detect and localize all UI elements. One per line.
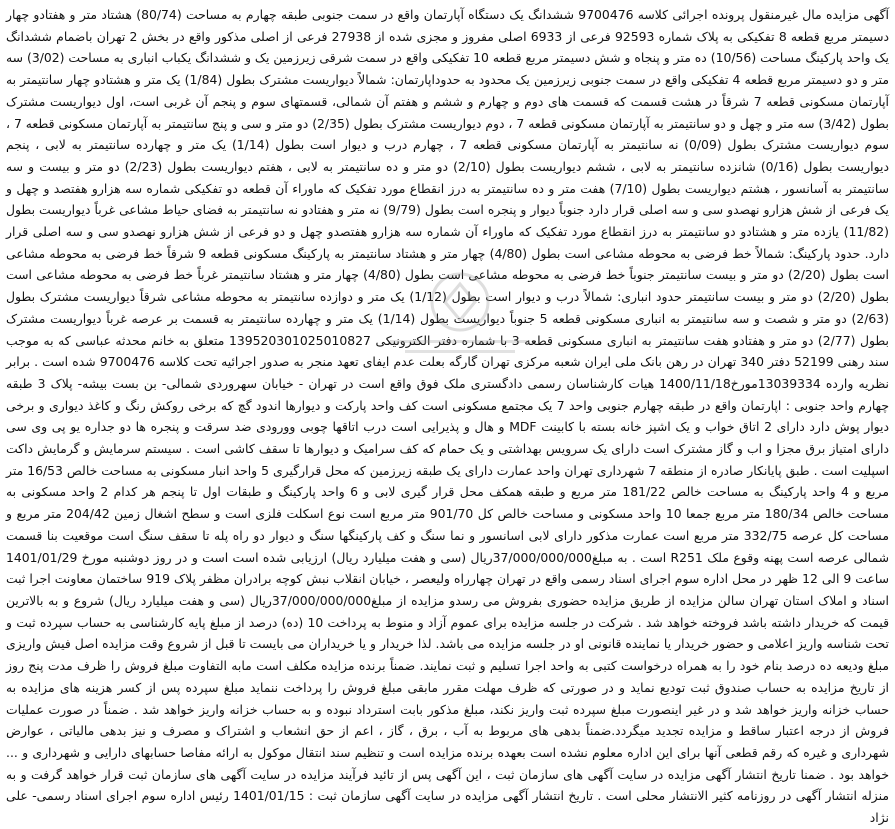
auction-notice-body: آگهی مزایده مال غیرمنقول پرونده اجرائی کلاسه 9700476 ششدانگ یک دستگاه آپارتمان واقع در سمت جنوبی طبقه چهارم به مساحت (80/74) هشتاد متر و هفتادو چهار دسیمتر مربع قطعه 8 تفکیکی به پلاک شماره 92593 فرعی از 6933 اصلی مفروز و مجزی شده از 27938 فرعی از اصلی مذکور واقع در بخش 2 تهران باضمام ششدانگ یک واحد پارکینگ مساحت (10/56) ده متر و پنجاه و شش دسیمتر مربع قطعه 10 تفکیکی واقع در سمت شرقی زیرزمین یک و ششدانگ یکباب انباری به مساحت (3/02) سه متر و دو دسیمتر مربع قطعه 4 تفکیکی واقع در سمت جنوبی زیرزمین یک محدود به حدوداپارتمان: شمالاً دیواریست مشترک بطول (1/84) یک متر و هشتادو چهار سانتیمتر به آپارتمان مسکونی قطعه 7 شرقاً در هشت قسمت که قسمت های دوم و چهارم و ششم و هفتم آن شمالی، قسمتهای سوم و پنجم آن غربی است، اول دیواریست مشترک بطول (3/42) سه متر و چهل و دو سانتیمتر به آپارتمان مسکونی قطعه 7 ، دوم دیواریست مشترک بطول (2/35) دو متر و سی و پنج سانتیمتر به آپارتمان مسکونی قطعه 7 ، سوم دیواریست مشترک بطول (0/09) نه سانتیمتر به آپارتمان مسکونی قطعه 7 ، چهارم درب و دیوار است بطول (1/14) یک متر و چهارده سانتیمتر به لابی ، پنجم دیواریست بطول (0/16) شانزده سانتیمتر به لابی ، ششم دیواریست بطول (2/10) دو متر و ده سانتیمتر به لابی ، هفتم دیواریست بطول (2/23) دو متر و بیست و سه سانتیمتر به آسانسور ، هشتم دیواریست بطول (7/10) هفت متر و ده سانتیمتر به درز انقطاع مورد تفکیک که ماوراء آن قطعه دو تفکیکی شماره سه هزارو هفتصد و چهل و یک فرعی از شش هزارو نهصدو سی و سه اصلی قرار دارد جنوباً دیوار و پنجره است بطول (9/79) نه متر و هفتادو نه سانتیمتر به فضای حیاط مشاعی غرباً دیواریست بطول (11/82) یازده متر و هشتادو دو سانتیمتر به درز انقطاع مورد تفکیک که ماوراء آن شماره سه هزارو هفتصدو چهل و دو فرعی از شش هزارو نهصدو سی و سه اصلی قرار دارد. حدود پارکینگ: شمالاً خط فرضی به محوطه مشاعی است بطول (4/80) چهار متر و هشتاد سانتیمتر به پارکینگ مسکونی قطعه 9 شرقاً خط فرضی به محوطه مشاعی است بطول (2/20) دو متر و بیست سانتیمتر جنوباً خط فرضی به محوطه مشاعی است بطول (4/80) چهار متر و هشتاد سانتیمتر غرباً خط فرضی به محوطه مشاعی است بطول (2/20) دو متر و بیست سانتیمتر حدود انباری: شمالاً درب و دیوار است بطول (1/12) یک متر و دوازده سانتیمتر به محوطه مشاعی شرقاً دیواریست مشترک بطول (2/63) دو متر و شصت و سه سانتیمتر به انباری مسکونی قطعه 5 جنوباً دیواریست بطول (1/14) یک متر و چهارده سانتیمتر به قسمت بر عرصه غرباً دیواریست مشترک بطول (2/77) دو متر و هفتادو هفت سانتیمتر به انباری مسکونی قطعه 3 با شماره دفتر الکترونیکی 139520301025010827 متعلق به خانم محدثه عباسی که به موجب سند رهنی 52199 دفتر 340 تهران در رهن بانک ملی ایران شعبه مرکزی تهران گارگه بعلت عدم ایفای تعهد منجر به صدور اجرائیه تحت کلاسه 9700476 شده است . برابر نظریه وارده 13039334مورخ1400/11/18 هیات کارشناسان رسمی دادگستری ملک فوق واقع است در تهران - خیابان سهروردی شمالی- بن بست بیشه- پلاک 3 طبقه چهارم واحد جنوبی : اپارتمان واقع در طبقه چهارم جنوبی واحد 7 یک مجتمع مسکونی است کف واحد پارکت و دیوارها اندود گچ که برخی روکش رنگ و کاغذ دیواری و برخی دیوار پوش دارد دارای 2 اتاق خواب و یک اشپز خانه بسته با کابینت MDF و هال و پذیرایی است درب اتاقها چوبی وورودی ضد سرقت و پنجره ها دو جداره یو پی وی سی دارای امتیاز برق مجزا و اب و گاز مشترک است دارای یک سرویس بهداشتی و یک حمام که کف سرامیک و دیوارها تا سقف کاشی است . سیستم سرمایش و گرمایش داکت اسپلیت است . طبق پایانکار صادره از منطقه 7 شهرداری تهران واحد عمارت دارای یک طبقه زیرزمین که محل قرارگیری 5 واحد انبار مسکونی به مساحت خالص 16/53 متر مربع و 4 واحد پارکینگ به مساحت خالص 181/22 متر مربع و طبقه همکف محل قرار گیری لابی و 6 واحد پارکینگ و طبقات اول تا پنجم هر کدام 2 واحد مسکونی به مساحت خالص 180/34 متر مربع جمعا 10 واحد مسکونی و مساحت خالص کل 901/70 متر مربع است نوع اسکلت فلزی است و سطح اشغال زمین 204/42 متر مربع و مساحت کل عرصه 332/75 متر مربع است عمارت مذکور دارای لابی اسانسور و نما سنگ و کف پارکینگها سنگ و دیوار دو راه پله تا سقف سنگ است موقعیت بنا قسمت شمالی عرصه است پهنه وقوع ملک R251 است . به مبلغ37/000/000/000ریال (سی و هفت میلیارد ریال) ارزیابی شده است است و در روز دوشنبه مورخ 1401/01/29 ساعت 9 الی 12 ظهر در محل اداره سوم اجرای اسناد رسمی واقع در تهران چهارراه ولیعصر ، خیابان انقلاب نبش کوچه برادران مظفر پلاک 919 ساختمان معاونت اجرا ثبت اسناد و املاک استان تهران سالن مزایده از طریق مزایده حضوری بفروش می رسدو مزایده از مبلغ37/000/000/000ریال (سی و هفت میلیارد ریال) شروع و به بالاترین قیمت که خریدار داشته باشد فروخته خواهد شد . شرکت در جلسه مزایده برای عموم آزاد و منوط به پرداخت 10 (ده) درصد از مبلغ پایه کارشناسی به حساب سپرده ثبت و تحت شناسه واریز اعلامی و حضور خریدار یا نماینده قانونی او در جلسه مزایده می باشد. لذا خریدار و یا خریداران می بایست تا قبل از شروع وقت مزایده اصل فیش واریزی مبلغ ودیعه ده درصد بنام خود را به همراه درخواست کتبی به واحد اجرا تسلیم و ثبت نمایند. ضمناً برنده مزایده مکلف است مابه التفاوت مبلغ فروش را ظرف مدت پنج روز از تاریخ مزایده به حساب صندوق ثبت تودیع نماید و در صورتی که ظرف مهلت مقرر مابقی مبلغ فروش را پرداخت ننماید مبلغ سپرده پس از کسر هزینه های مزایده به حساب خزانه واریز خواهد شد و در غیر اینصورت مبلغ سپرده ثبت واریز نکند، مبلغ مذکور بابت استرداد نبوده و به حساب خزانه واریز خواهد شد . ضمناً در صورت عملیات فروش از درجه اعتبار ساقط و مزایده تجدید میگردد.ضمناً بدهی های مربوط به آب ، برق ، گاز ، اعم از حق انشعاب و اشتراک و مصرف و نیز بدهی مالیاتی ، عوارض شهرداری و غیره که رقم قطعی آنها برای این اداره معلوم نشده است بعهده برنده مزایده است و تنظیم سند انتقال موکول به ارائه مفاصا حسابهای دارایی و شهرداری و ... خواهد بود . ضمنا تاریخ انتشار آگهی مزایده در سایت آگهی های سازمان ثبت ، این آگهی پس از تائید فرآیند مزایده در سایت آگهی های سازمان ثبت قرار خواهد گرفت و به منزله انتشار آگهی در روزنامه کثیر الانتشار محلی است . تاریخ انتشار آگهی مزایده در سایت آگهی سازمان ثبت : 1401/01/15 رئیس اداره سوم اجرای اسناد رسمی- علی نژاد (6, 7, 890, 826)
